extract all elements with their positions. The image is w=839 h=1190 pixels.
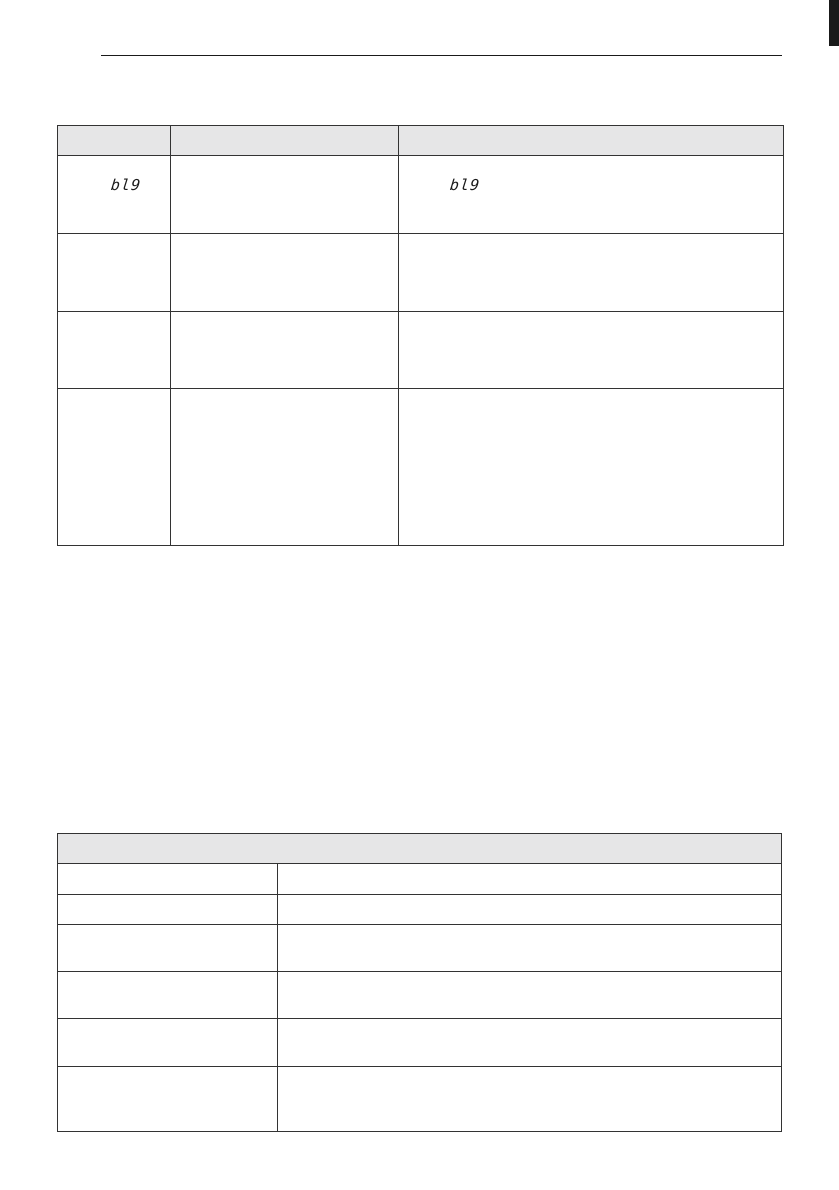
error-code-table xyxy=(57,125,784,546)
spec-label-cell xyxy=(58,895,278,925)
spec-value-cell xyxy=(278,864,782,895)
code-cell xyxy=(58,156,171,234)
spec-label-cell xyxy=(58,1067,278,1132)
solution-code-display: bl9 xyxy=(449,176,482,194)
cause-cell xyxy=(171,156,399,234)
header-cell-solution xyxy=(399,126,784,156)
table-row xyxy=(58,1019,782,1067)
table-row xyxy=(58,389,784,546)
table-row xyxy=(58,972,782,1019)
header-cell-code xyxy=(58,126,171,156)
spec-label-cell xyxy=(58,972,278,1019)
table-row xyxy=(58,925,782,972)
page-edge-marker xyxy=(829,0,839,46)
spec-label-cell xyxy=(58,925,278,972)
code-cell xyxy=(58,389,171,546)
spec-label-cell xyxy=(58,1019,278,1067)
solution-cell xyxy=(399,156,784,234)
code-cell xyxy=(58,234,171,312)
table-row xyxy=(58,895,782,925)
solution-cell xyxy=(399,389,784,546)
spec-value-cell xyxy=(278,972,782,1019)
spec-label-cell xyxy=(58,864,278,895)
table-row xyxy=(58,156,784,234)
cause-cell xyxy=(171,389,399,546)
cause-cell xyxy=(171,312,399,389)
solution-cell xyxy=(399,234,784,312)
spec-table-header xyxy=(58,834,782,864)
cause-cell xyxy=(171,234,399,312)
code-cell xyxy=(58,312,171,389)
error-table-header xyxy=(58,126,784,156)
header-rule xyxy=(101,55,782,56)
spec-value-cell xyxy=(278,925,782,972)
table-row xyxy=(58,234,784,312)
table-row xyxy=(58,312,784,389)
table-row xyxy=(58,864,782,895)
solution-cell xyxy=(399,312,784,389)
spec-header-cell xyxy=(58,834,782,864)
spec-value-cell xyxy=(278,1067,782,1132)
header-cell-cause xyxy=(171,126,399,156)
spec-value-cell xyxy=(278,895,782,925)
table-row xyxy=(58,1067,782,1132)
error-code-display: bl9 xyxy=(110,176,143,194)
spec-value-cell xyxy=(278,1019,782,1067)
specifications-table xyxy=(57,833,782,1132)
